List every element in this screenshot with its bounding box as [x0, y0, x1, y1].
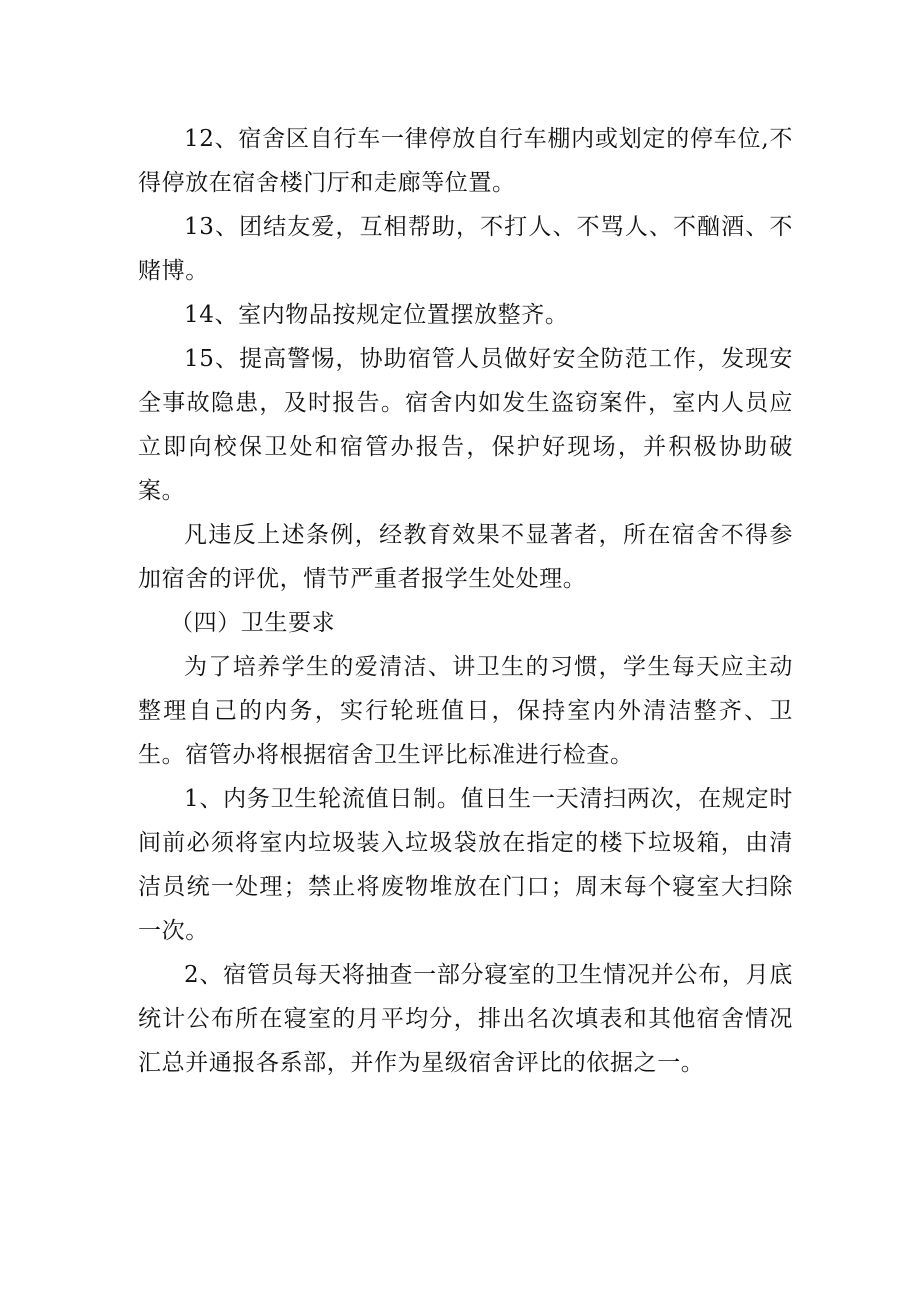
paragraph-rule-14: 14、室内物品按规定位置摆放整齐。: [184, 302, 569, 328]
paragraph-violation-note: 凡违反上述条例，经教育效果不显著者，所在宿舍不得参加宿舍的评优，情节严重者报学生处处理。: [138, 522, 793, 592]
paragraph-rule-15: 15、提高警惕，协助宿管人员做好安全防范工作，发现安全事故隐患，及时报告。宿舍内如发生盗窃案件，室内人员应立即向校保卫处和宿管办报告，保护好现场，并积极协助破案。: [138, 346, 793, 504]
paragraph-rule-12: 12、宿舍区自行车一律停放自行车棚内或划定的停车位,不得停放在宿舍楼门厅和走廊等位置。: [138, 126, 793, 196]
paragraph-hygiene-intro: 为了培养学生的爱清洁、讲卫生的习惯，学生每天应主动整理自己的内务，实行轮班值日，保持室内外清洁整齐、卫生。宿管办将根据宿舍卫生评比标准进行检查。: [138, 654, 793, 768]
paragraph-rule-13: 13、团结友爱，互相帮助，不打人、不骂人、不酗酒、不赌博。: [138, 214, 793, 284]
section-heading-hygiene: （四）卫生要求: [170, 610, 336, 636]
paragraph-hygiene-rule-1: 1、内务卫生轮流值日制。值日生一天清扫两次，在规定时间前必须将室内垃圾装入垃圾袋放在指定的楼下垃圾箱，由清洁员统一处理；禁止将废物堆放在门口；周末每个寝室大扫除一次。: [138, 786, 793, 944]
document-body: [138, 117, 793, 1085]
paragraph-hygiene-rule-2: 2、宿管员每天将抽查一部分寝室的卫生情况并公布，月底统计公布所在寝室的月平均分，排出名次填表和其他宿舍情况汇总并通报各系部，并作为星级宿舍评比的依据之一。: [138, 962, 793, 1076]
